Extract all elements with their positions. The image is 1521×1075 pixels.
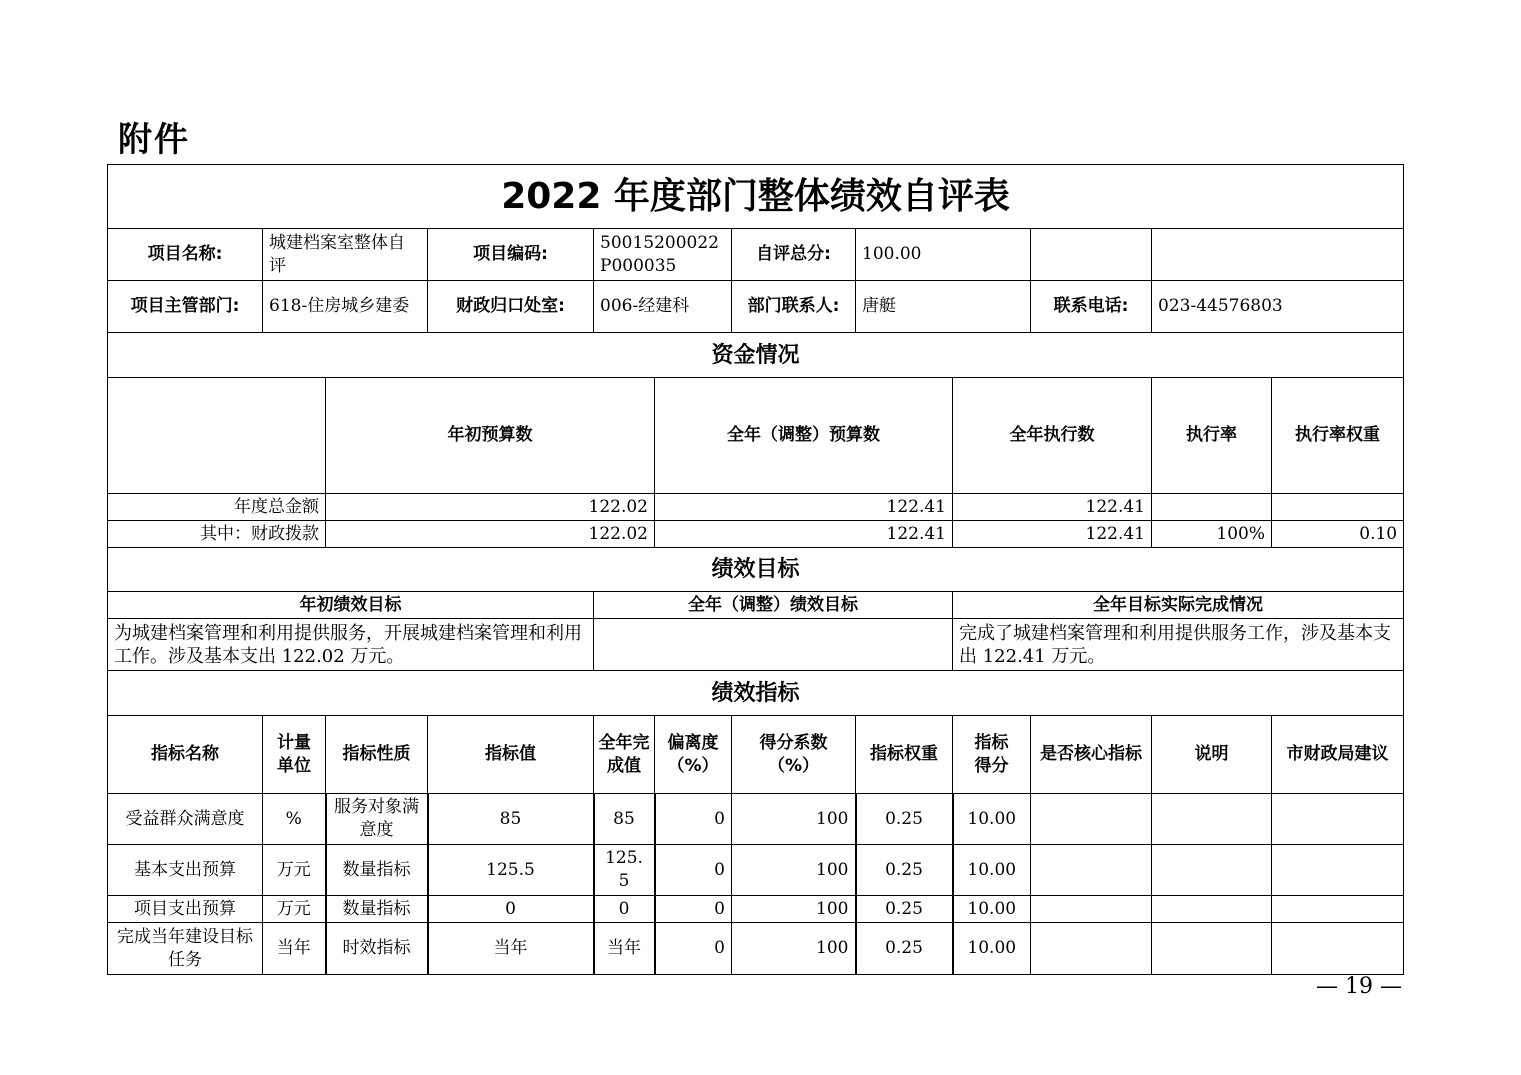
ind-deviation: 0 [655,845,732,896]
total-score-label: 自评总分: [732,229,856,281]
contact-label: 部门联系人: [732,281,856,333]
finance-office-label: 财政归口处室: [428,281,594,333]
fund-rate [1152,494,1272,521]
funds-header-rate: 执行率 [1152,378,1272,494]
goal-adjusted-text [594,619,953,671]
page-number: — 19 — [1316,974,1402,999]
ind-weight: 0.25 [856,923,953,975]
ind-header-weight: 指标权重 [856,716,953,794]
ind-name: 受益群众满意度 [108,794,263,845]
ind-done: 125.5 [594,845,655,896]
phone-value: 023-44576803 [1152,281,1404,333]
fund-adjusted: 122.41 [655,521,953,548]
ind-score: 10.00 [953,845,1031,896]
ind-note [1152,794,1272,845]
funds-header-weight: 执行率权重 [1272,378,1404,494]
funds-section-title: 资金情况 [108,333,1404,378]
table-title: 2022 年度部门整体绩效自评表 [108,165,1404,229]
fund-rate: 100% [1152,521,1272,548]
ind-value: 125.5 [428,845,594,896]
goals-header-adjusted: 全年（调整）绩效目标 [594,592,953,619]
ind-done: 当年 [594,923,655,975]
ind-score: 10.00 [953,896,1031,923]
contact-value: 唐艇 [856,281,1031,333]
phone-label: 联系电话: [1031,281,1152,333]
ind-weight: 0.25 [856,794,953,845]
ind-header-unit: 计量单位 [263,716,326,794]
fund-executed: 122.41 [953,494,1152,521]
goals-header-initial: 年初绩效目标 [108,592,594,619]
project-name-value: 城建档案室整体自评 [263,229,428,281]
ind-core [1031,845,1152,896]
funds-header-adjusted: 全年（调整）预算数 [655,378,953,494]
ind-core [1031,794,1152,845]
ind-weight: 0.25 [856,896,953,923]
ind-header-coef: 得分系数（%） [732,716,856,794]
ind-header-value: 指标值 [428,716,594,794]
table-row [108,794,1404,845]
ind-nature: 数量指标 [326,896,428,923]
ind-nature: 时效指标 [326,923,428,975]
ind-header-nature: 指标性质 [326,716,428,794]
ind-advice [1272,794,1404,845]
ind-nature: 数量指标 [326,845,428,896]
ind-header-done: 全年完成值 [594,716,655,794]
ind-unit: 万元 [263,845,326,896]
table-row [108,923,1404,975]
info-row-1 [108,229,1404,281]
ind-header-deviation: 偏离度（%） [655,716,732,794]
ind-advice [1272,896,1404,923]
ind-value: 0 [428,896,594,923]
attachment-label: 附件 [118,120,190,160]
goal-initial-text: 为城建档案管理和利用提供服务，开展城建档案管理和利用工作。涉及基本支出 122.02 万元。 [108,619,594,671]
ind-note [1152,923,1272,975]
ind-name: 项目支出预算 [108,896,263,923]
ind-score: 10.00 [953,794,1031,845]
table-row [108,521,1404,548]
ind-core [1031,923,1152,975]
ind-core [1031,896,1152,923]
goals-content-row [108,619,1404,671]
indicators-header-row [108,716,1404,794]
table-row [108,845,1404,896]
table-row [108,494,1404,521]
ind-coef: 100 [732,845,856,896]
project-code-value: 50015200022P000035 [594,229,732,281]
ind-done: 0 [594,896,655,923]
ind-value: 当年 [428,923,594,975]
empty-cell [1152,229,1404,281]
total-score-value: 100.00 [856,229,1031,281]
ind-coef: 100 [732,794,856,845]
ind-note [1152,896,1272,923]
dept-label: 项目主管部门: [108,281,263,333]
fund-row-name: 年度总金额 [108,494,326,521]
ind-done: 85 [594,794,655,845]
ind-unit: 万元 [263,896,326,923]
funds-header-executed: 全年执行数 [953,378,1152,494]
funds-header-blank [108,378,326,494]
ind-name: 基本支出预算 [108,845,263,896]
ind-deviation: 0 [655,794,732,845]
funds-header-row [108,378,1404,494]
ind-nature: 服务对象满意度 [326,794,428,845]
fund-initial: 122.02 [326,494,655,521]
goals-header-actual: 全年目标实际完成情况 [953,592,1404,619]
ind-coef: 100 [732,923,856,975]
fund-weight: 0.10 [1272,521,1404,548]
ind-name: 完成当年建设目标任务 [108,923,263,975]
fund-adjusted: 122.41 [655,494,953,521]
ind-header-note: 说明 [1152,716,1272,794]
fund-weight [1272,494,1404,521]
ind-header-core: 是否核心指标 [1031,716,1152,794]
project-code-label: 项目编码: [428,229,594,281]
performance-table [107,164,1404,975]
ind-unit: % [263,794,326,845]
ind-advice [1272,845,1404,896]
ind-header-advice: 市财政局建议 [1272,716,1404,794]
fund-executed: 122.41 [953,521,1152,548]
empty-cell [1031,229,1152,281]
goal-actual-text: 完成了城建档案管理和利用提供服务工作，涉及基本支出 122.41 万元。 [953,619,1404,671]
info-row-2 [108,281,1404,333]
dept-value: 618-住房城乡建委 [263,281,428,333]
ind-header-score: 指标得分 [953,716,1031,794]
ind-note [1152,845,1272,896]
goals-section-title: 绩效目标 [108,548,1404,592]
finance-office-value: 006-经建科 [594,281,732,333]
ind-value: 85 [428,794,594,845]
ind-deviation: 0 [655,896,732,923]
ind-unit: 当年 [263,923,326,975]
fund-initial: 122.02 [326,521,655,548]
ind-weight: 0.25 [856,845,953,896]
ind-deviation: 0 [655,923,732,975]
funds-header-initial: 年初预算数 [326,378,655,494]
ind-score: 10.00 [953,923,1031,975]
ind-advice [1272,923,1404,975]
fund-row-name: 其中：财政拨款 [108,521,326,548]
table-row [108,896,1404,923]
project-name-label: 项目名称: [108,229,263,281]
indicators-section-title: 绩效指标 [108,671,1404,716]
ind-header-name: 指标名称 [108,716,263,794]
ind-coef: 100 [732,896,856,923]
goals-header-row [108,592,1404,619]
